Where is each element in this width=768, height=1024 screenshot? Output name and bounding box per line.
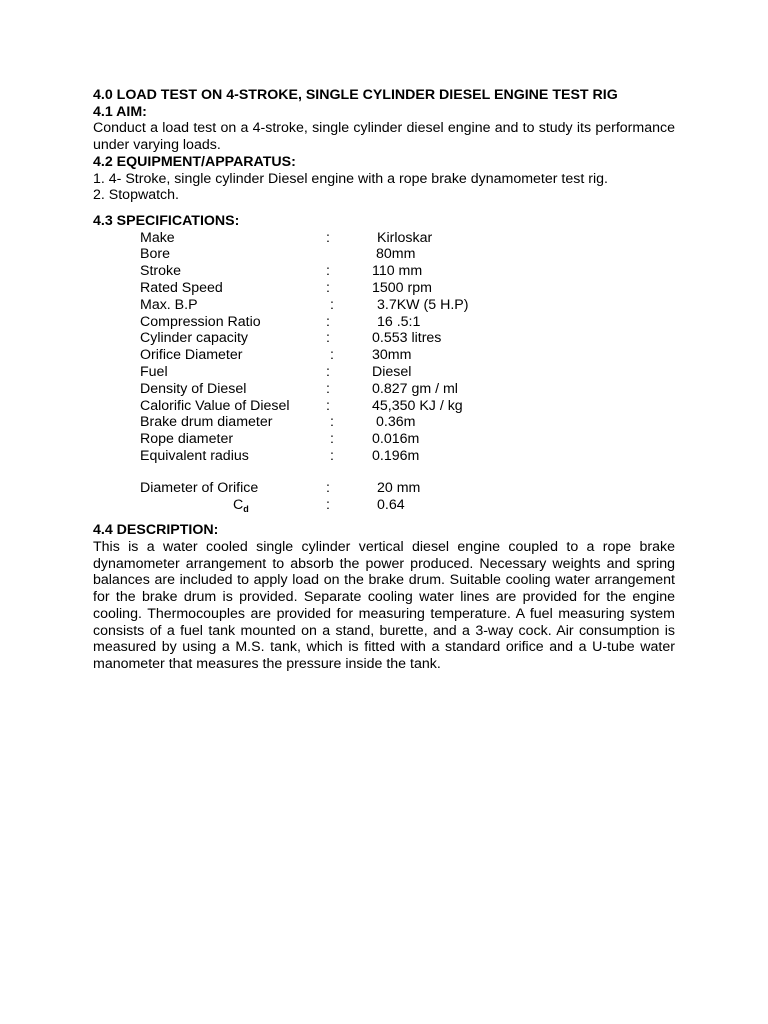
spec-row-density	[140, 381, 675, 398]
spec-value: 30mm	[372, 347, 412, 364]
spec-label: Orifice Diameter	[140, 347, 243, 364]
spec-row-compression-ratio	[140, 314, 675, 331]
spec-row-rope-diameter	[140, 431, 675, 448]
spec-row-diameter-of-orifice	[140, 480, 675, 497]
spec-row-fuel	[140, 364, 675, 381]
spec-label: Diameter of Orifice	[140, 479, 259, 496]
aim-text: Conduct a load test on a 4-stroke, single cylinder diesel engine and to study its performance under varying loads.	[93, 120, 675, 154]
spec-label: Cylinder capacity	[140, 330, 249, 347]
spec-label: Compression Ratio	[140, 313, 261, 330]
spec-separator: :	[326, 397, 330, 414]
spec-row-brake-drum-diameter	[140, 414, 675, 431]
spec-separator: :	[326, 313, 330, 330]
spec-value: Kirloskar	[377, 229, 433, 246]
spec-label: Stroke	[140, 263, 182, 280]
spec-label: Brake drum diameter	[140, 414, 273, 431]
spec-value: 3.7KW (5 H.P)	[377, 296, 469, 313]
spec-label: Rope diameter	[140, 431, 234, 448]
spec-value: 110 mm	[372, 263, 423, 280]
spec-separator: :	[330, 414, 334, 431]
spec-value: 16 .5:1	[377, 313, 421, 330]
spec-separator: :	[326, 263, 330, 280]
spec-row-make	[140, 230, 675, 247]
spec-row-rated-speed	[140, 280, 675, 297]
spec-row-equivalent-radius	[140, 448, 675, 465]
spec-label: Calorific Value of Diesel	[140, 397, 290, 414]
spec-label: Equivalent radius	[140, 447, 249, 464]
equipment-item: 1. 4- Stroke, single cylinder Diesel engine with a rope brake dynamometer test rig.	[93, 170, 608, 187]
equipment-item: 2. Stopwatch.	[93, 187, 179, 204]
specifications-heading: 4.3 SPECIFICATIONS:	[93, 212, 240, 229]
spec-label: Make	[140, 229, 175, 246]
spec-label-cd	[233, 497, 249, 514]
spec-row-max-bp	[140, 297, 675, 314]
spec-separator: :	[326, 479, 330, 496]
spec-row-calorific-value	[140, 398, 675, 415]
spec-separator: :	[326, 280, 330, 297]
spec-separator: :	[326, 229, 330, 246]
equipment-heading: 4.2 EQUIPMENT/APPARATUS:	[93, 153, 296, 170]
spec-separator: :	[330, 296, 334, 313]
spec-row-orifice-diameter	[140, 347, 675, 364]
spec-value: 0.36m	[376, 414, 416, 431]
spec-value: 0.553 litres	[372, 330, 442, 347]
spec-separator: :	[330, 347, 334, 364]
spec-row-cylinder-capacity	[140, 330, 675, 347]
spec-label: C	[233, 496, 244, 513]
spec-separator: :	[326, 364, 330, 380]
spec-row-cd	[140, 497, 675, 514]
spec-label: Rated Speed	[140, 280, 223, 297]
spec-row-bore	[140, 246, 675, 263]
description-text: This is a water cooled single cylinder vertical diesel engine coupled to a rope brake dynamometer arrangement to absorb the power produced. Necessary weights and spring balances are included to apply load on the brake drum. Suitable cooling water arrangement for the brake drum is provided. Separate cooling water lines are provided for the engine cooling. Thermocouples are provided for measuring temperature. A fuel measuring system consists of a fuel tank mounted on a stand, burette, and a 3-way cock. Air consumption is measured by using a M.S. tank, which is fitted with a standard orifice and a U-tube water manometer that measures the pressure inside the tank.	[93, 539, 675, 672]
document-title: 4.0 LOAD TEST ON 4-STROKE, SINGLE CYLINDER DIESEL ENGINE TEST RIG	[93, 87, 618, 103]
spec-separator: :	[330, 431, 334, 448]
description-heading: 4.4 DESCRIPTION:	[93, 522, 219, 539]
spec-label: Density of Diesel	[140, 380, 247, 397]
spec-value: 1500 rpm	[372, 280, 432, 297]
spec-value: Diesel	[372, 364, 412, 380]
spec-separator: :	[326, 496, 330, 513]
specifications-table	[140, 230, 675, 514]
aim-heading: 4.1 AIM:	[93, 103, 147, 120]
spec-value: 45,350 KJ / kg	[372, 397, 463, 414]
spec-row-stroke	[140, 263, 675, 280]
spec-separator: :	[326, 380, 330, 397]
spec-value: 0.827 gm / ml	[372, 380, 458, 397]
spec-separator: :	[330, 447, 334, 464]
spec-value: 0.016m	[372, 431, 420, 448]
spec-value: 80mm	[376, 246, 416, 263]
spec-label: Max. B.P	[140, 296, 198, 313]
spec-value: 20 mm	[377, 479, 421, 496]
spec-value: 0.64	[377, 496, 405, 513]
spec-label: Bore	[140, 246, 170, 263]
spec-label-subscript: d	[243, 503, 249, 514]
spec-label: Fuel	[140, 364, 168, 380]
document-page	[93, 87, 675, 673]
spec-value: 0.196m	[372, 447, 420, 464]
spec-separator: :	[326, 330, 330, 347]
